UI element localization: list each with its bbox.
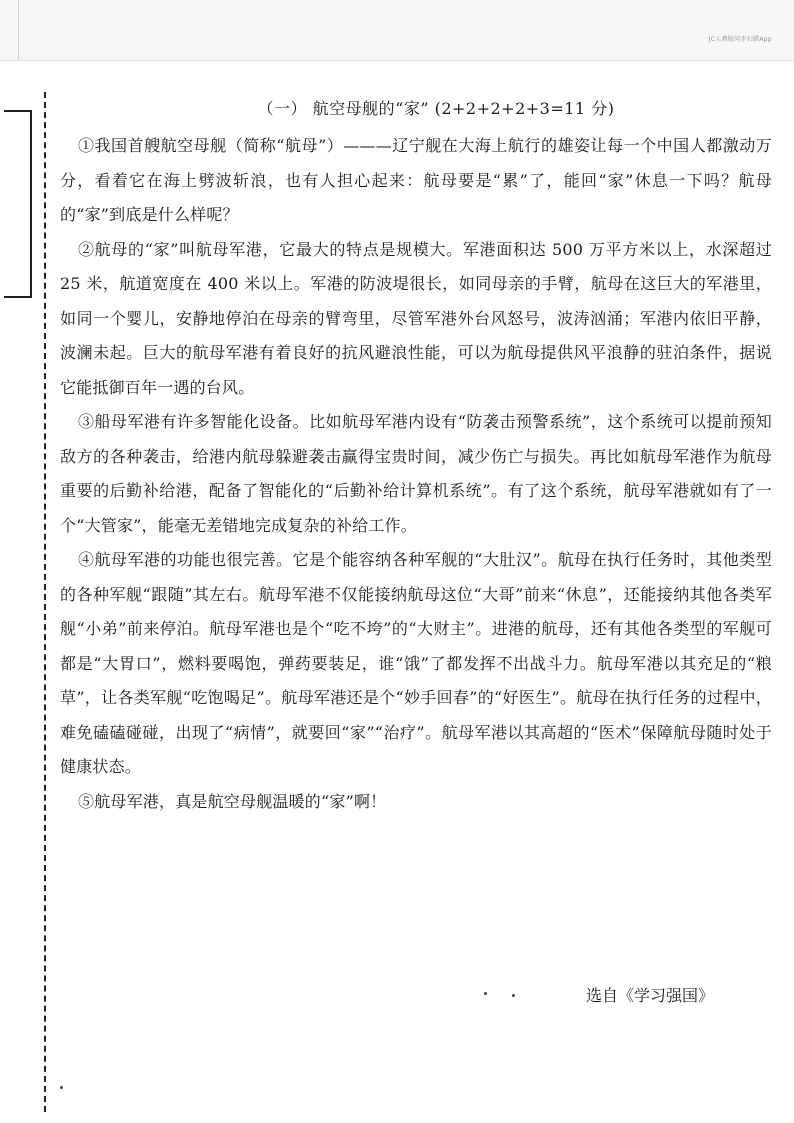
binding-bracket	[4, 110, 32, 298]
passage-title: （一） 航空母舰的“家” (2+2+2+2+3=11 分)	[257, 99, 615, 118]
page-edge-line	[18, 0, 19, 60]
paragraph-5: ⑤航母军港，真是航空母舰温暖的“家”啊！	[78, 791, 387, 811]
paragraph-2: ②航母的“家”叫航母军港，它最大的特点是规模大。军港面积达 500 万平方米以上，水深超过 25 米，航道宽度在 400 米以上。军港的防波堤很长，如同母亲的手臂，航母在这巨大的军港里，如同一个婴儿，安静地停泊在母亲的臂弯里，尽管军港外台风怒号，波涛汹涌；军港内依旧平静，波澜未起。巨大的航母军港有着良好的抗风避浪性能，可以为航母提供风平浪静的驻泊条件，据说它能抵御百年一遇的台风。	[60, 239, 772, 397]
paragraph-3: ③船母军港有许多智能化设备。比如航母军港内设有“防袭击预警系统”，这个系统可以提前预知敌方的各种袭击，给港内航母躲避袭击赢得宝贵时间，减少伤亡与损失。再比如航母军港作为航母重要的后勤补给港，配备了智能化的“后勤补给计算机系统”。有了这个系统，航母军港就如有了一个“大管家”，能毫无差错地完成复杂的补给工作。	[60, 412, 772, 535]
paragraph-1: ①我国首艘航空母舰（简称“航母”）———辽宁舰在大海上航行的雄姿让每一个中国人都激动万分，看着它在海上劈波斩浪，也有人担心起来：航母要是“累”了，能回“家”休息一下吗？航母的“家”到底是什么样呢？	[60, 136, 772, 224]
previous-page-strip	[0, 0, 794, 61]
paragraph-4: ④航母军港的功能也很完善。它是个能容纳各种军舰的“大肚汉”。航母在执行任务时，其他类型的各种军舰“跟随”其左右。航母军港不仅能接纳航母这位“大哥”前来“休息”，还能接纳其他各类军舰“小弟”前来停泊。航母军港也是个“吃不垮”的“大财主”。进港的航母，还有其他各类型的军舰可都是“大胃口”，燃料要喝饱，弹药要装足，谁“饿”了都发挥不出战斗力。航母军港以其充足的“粮草”，让各类军舰“吃饱喝足”。航母军港还是个“妙手回春”的“好医生”。航母在执行任务的过程中，难免磕磕碰碰，出现了“病情”，就要回“家”“治疗”。航母军港以其高超的“医术”保障航母随时处于健康状态。	[60, 550, 772, 776]
source-attribution: 选自《学习强国》	[585, 986, 714, 1005]
scan-speck	[60, 1086, 63, 1089]
binding-dashed-line	[44, 92, 46, 1112]
scanner-watermark: JC人教版同步扫描App	[708, 36, 772, 43]
reading-passage	[60, 96, 772, 819]
scan-speck	[512, 994, 515, 997]
scan-speck	[484, 992, 487, 995]
